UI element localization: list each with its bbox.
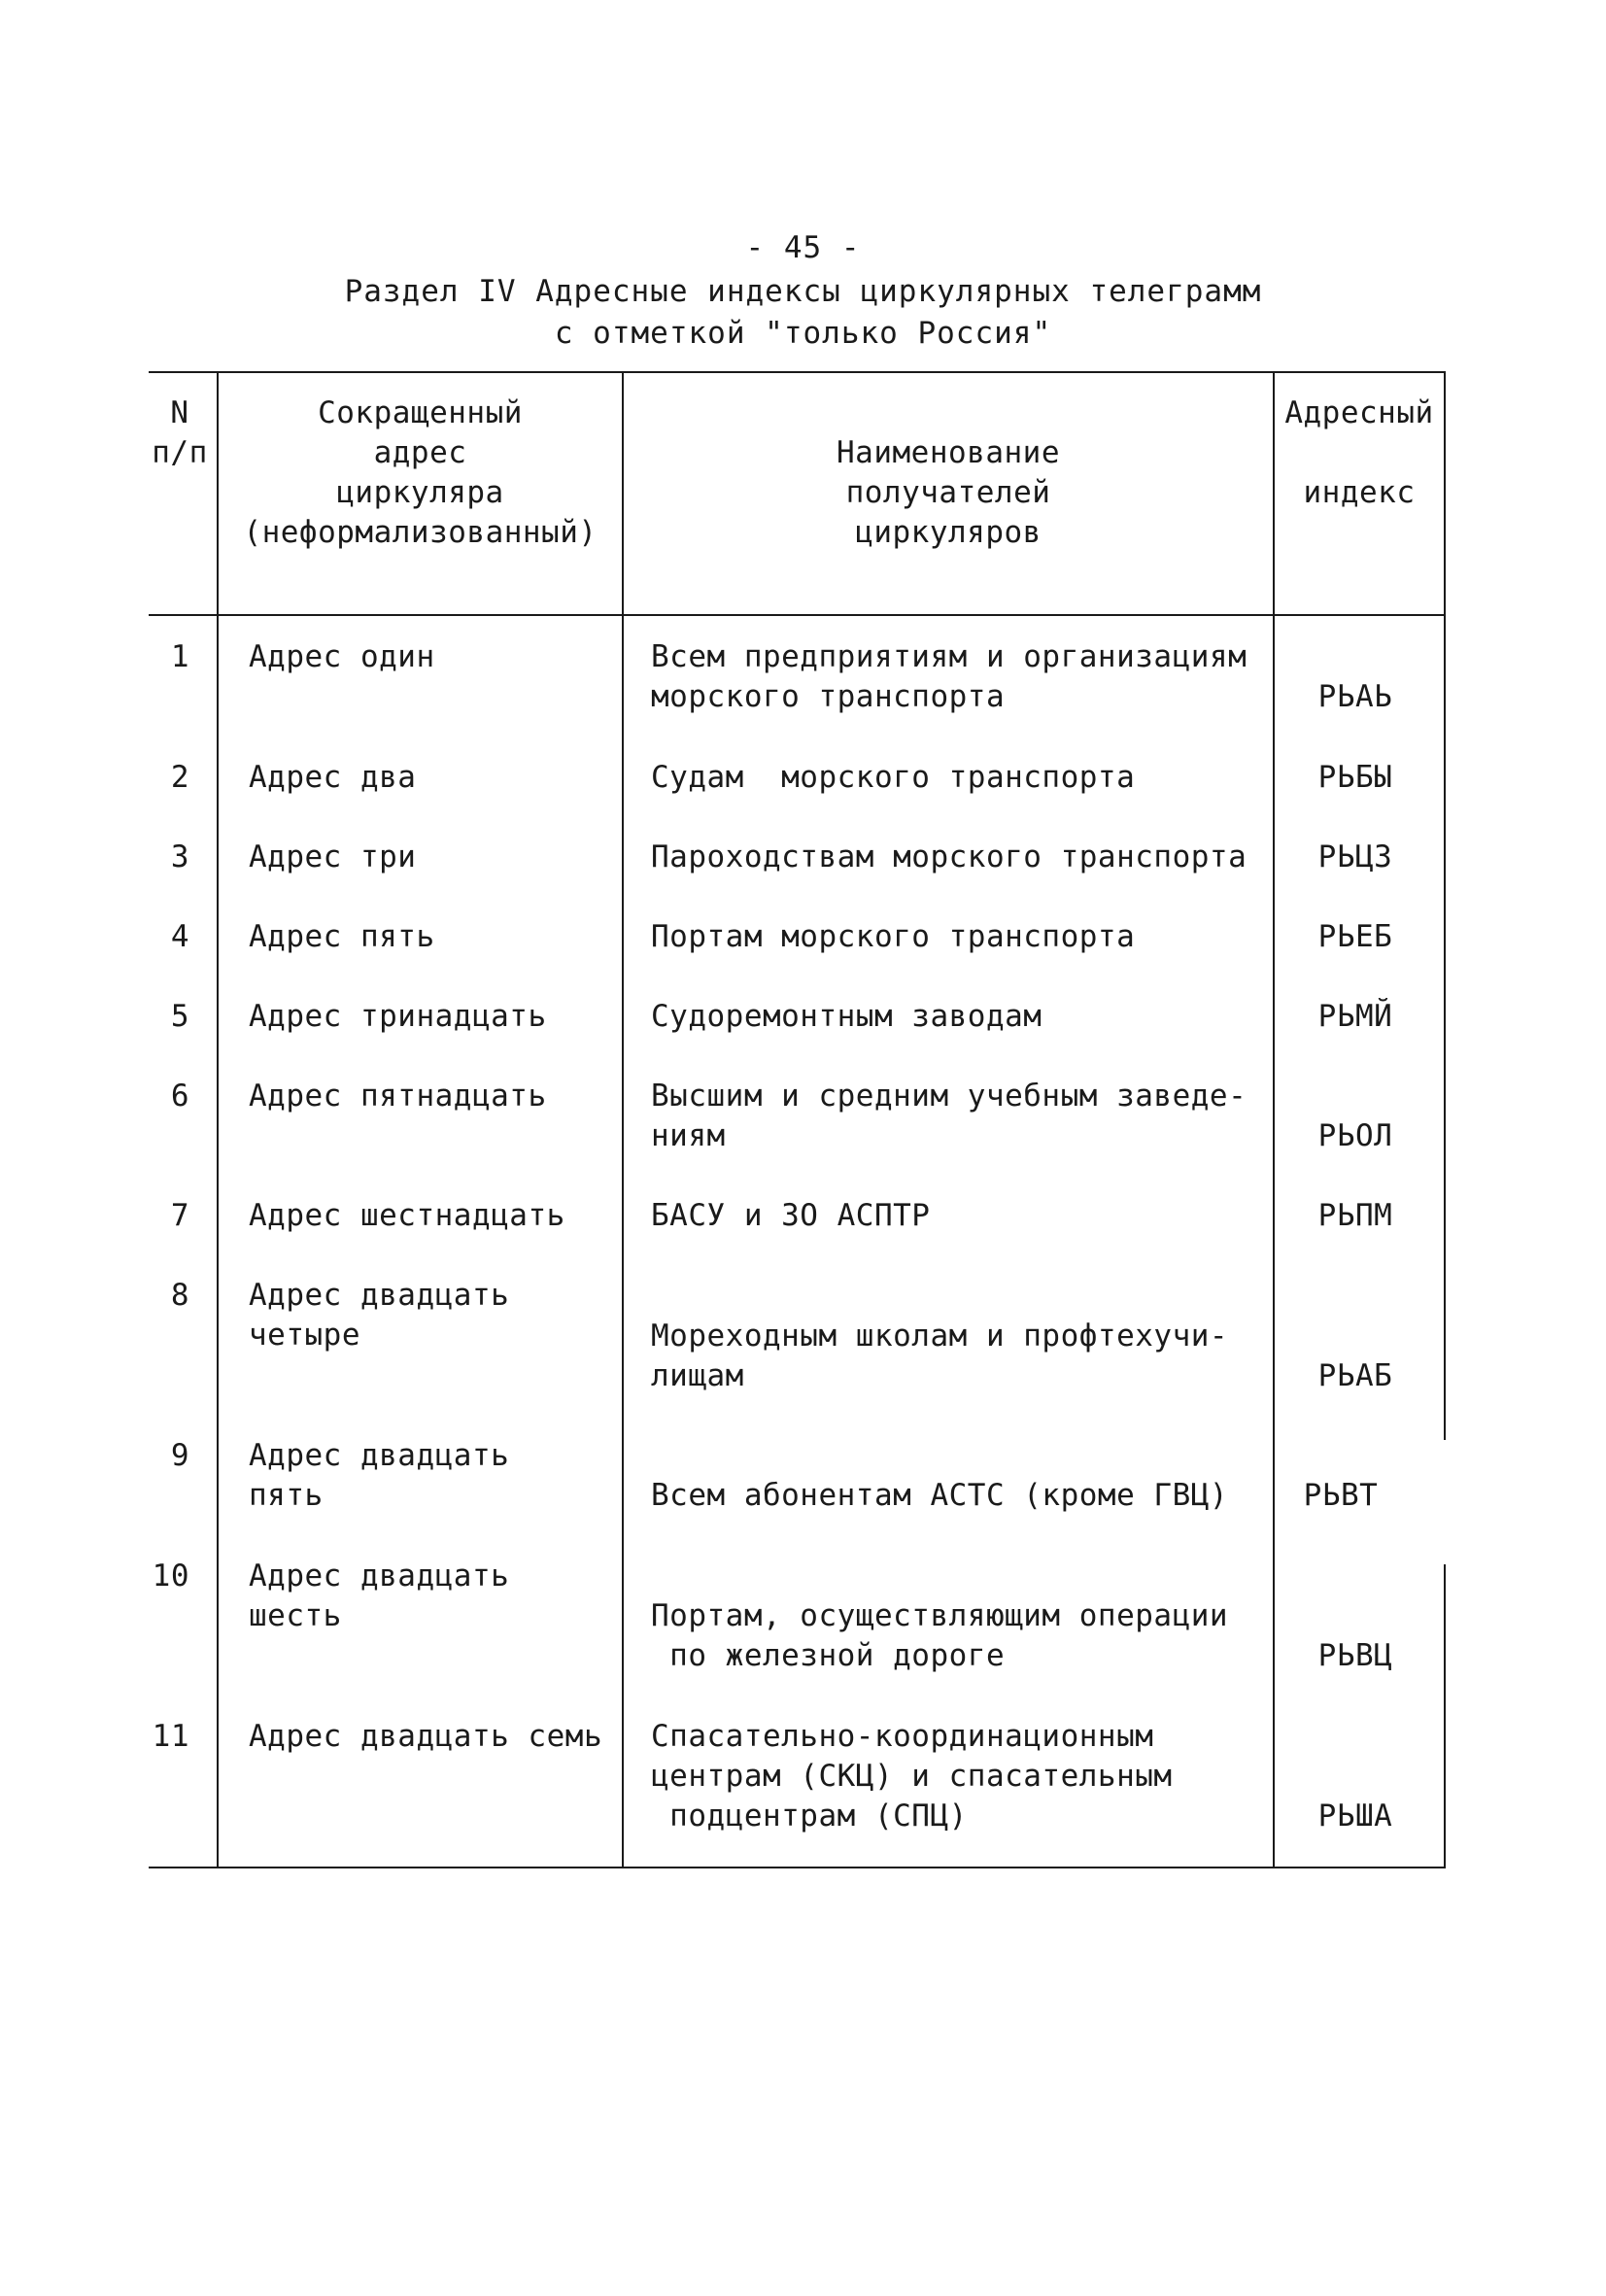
table-bottom-rule (149, 1867, 1446, 1868)
row-index: РЬАЬ (1317, 679, 1393, 714)
column-header-index: Адресный индекс (1284, 395, 1434, 510)
row-address: Адрес двадцать семь (249, 1719, 603, 1754)
row-recipients: Мореходным школам и профтехучи- лищам (651, 1319, 1229, 1393)
column-divider-2 (622, 371, 624, 1868)
section-subtitle: с отметкой "только Россия" (554, 316, 1052, 351)
column-header-recipients: Наименование получателей циркуляров (837, 435, 1060, 550)
row-index: РЬВТ (1303, 1478, 1379, 1513)
row-recipients: БАСУ и ЗО АСПТР (651, 1198, 931, 1233)
row-address: Адрес двадцать шесть (249, 1559, 510, 1633)
row-address: Адрес пять (249, 919, 435, 954)
row-number: 9 (170, 1438, 189, 1473)
header-bottom-rule (149, 614, 1446, 616)
row-index: РЬВЦ (1317, 1638, 1393, 1673)
column-divider-4 (1444, 371, 1446, 1440)
row-number: 7 (170, 1198, 189, 1233)
row-recipients: Всем предприятиям и организациям морского транспорта (651, 639, 1247, 714)
column-header-short-address: Сокращенный адрес циркуляра (неформализованный) (243, 395, 598, 550)
column-header-number: N п/п (152, 395, 208, 470)
row-number: 8 (170, 1278, 189, 1313)
row-recipients: Высшим и средним учебным заведе- ниям (651, 1079, 1247, 1153)
row-address: Адрес три (249, 840, 417, 874)
row-number: 1 (170, 639, 189, 674)
row-number: 4 (170, 919, 189, 954)
column-divider-4-lower (1444, 1564, 1446, 1868)
row-number: 3 (170, 840, 189, 874)
row-index: РЬМЙ (1317, 999, 1393, 1034)
row-index: РЬАБ (1317, 1358, 1393, 1393)
row-index: РЬША (1317, 1799, 1393, 1833)
row-address: Адрес двадцать пять (249, 1438, 510, 1513)
row-recipients: Судоремонтным заводам (651, 999, 1042, 1034)
row-index: РЬЕБ (1317, 919, 1393, 954)
row-recipients: Пароходствам морского транспорта (651, 840, 1247, 874)
row-recipients: Судам морского транспорта (651, 760, 1136, 795)
row-recipients: Портам морского транспорта (651, 919, 1136, 954)
column-divider-3 (1273, 371, 1275, 1868)
row-recipients: Спасательно-координационным центрам (СКЦ) и спасательным подцентрам (СПЦ) (651, 1719, 1173, 1833)
row-address: Адрес пятнадцать (249, 1079, 547, 1114)
page-number: - 45 - (745, 230, 861, 265)
row-address: Адрес два (249, 760, 417, 795)
row-recipients: Всем абонентам АСТС (кроме ГВЦ) (651, 1478, 1229, 1513)
row-index: РЬОЛ (1317, 1118, 1393, 1153)
row-number: 10 (152, 1559, 189, 1593)
row-index: РЬПМ (1317, 1198, 1393, 1233)
row-number: 2 (170, 760, 189, 795)
row-index: РЬБЫ (1317, 760, 1393, 795)
row-number: 5 (170, 999, 189, 1034)
row-address: Адрес шестнадцать (249, 1198, 565, 1233)
row-address: Адрес тринадцать (249, 999, 547, 1034)
table-top-rule (149, 371, 1446, 373)
row-index: РЬЦЗ (1317, 840, 1393, 874)
column-divider-1 (217, 371, 219, 1868)
row-address: Адрес один (249, 639, 435, 674)
row-number: 6 (170, 1079, 189, 1114)
section-title: Раздел IV Адресные индексы циркулярных телеграмм (344, 274, 1262, 309)
row-recipients: Портам, осуществляющим операции по железной дороге (651, 1598, 1229, 1673)
row-address: Адрес двадцать четыре (249, 1278, 510, 1353)
row-number: 11 (152, 1719, 189, 1754)
